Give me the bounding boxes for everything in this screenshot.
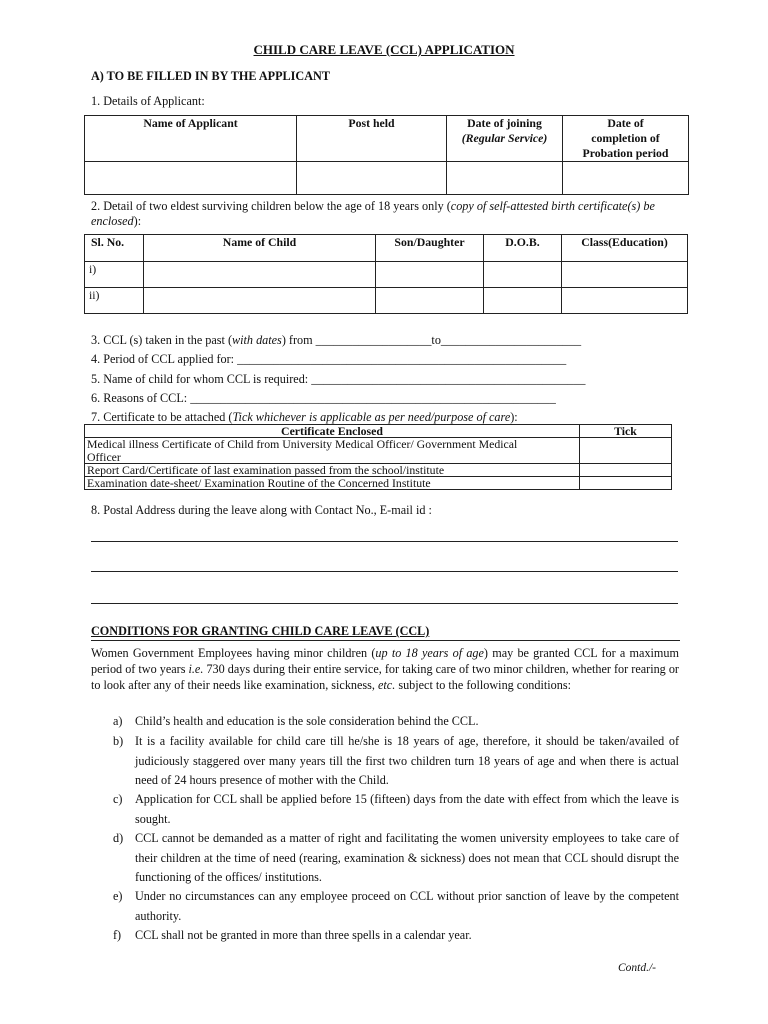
condition-item (113, 790, 679, 829)
header-dob: D.O.B. (484, 235, 562, 262)
header-probation-line2: completion of (591, 131, 660, 145)
condition-marker: c) (113, 792, 123, 806)
header-probation-completion (563, 116, 689, 162)
intro-text-2: ) may be granted CCL for a maximum period of two years (91, 646, 679, 676)
address-line-1[interactable] (91, 541, 678, 542)
condition-item (113, 887, 679, 926)
condition-text: It is a facility available for child care till he/she is 18 years of age, therefore, it should be taken/availed of judiciously staggered over many years till the first two children turn 18 years of age and when there is actual need of 24 hours presence of mother with the Child. (135, 734, 679, 787)
condition-marker: a) (113, 714, 123, 728)
child-2-dob-field[interactable] (484, 288, 562, 314)
cert-row-medical: Medical illness Certificate of Child from University Medical Officer/ Government Medical Officer (85, 438, 580, 464)
child-2-class-field[interactable] (562, 288, 688, 314)
header-date-of-joining (447, 116, 563, 162)
condition-marker: e) (113, 889, 123, 903)
question-6-label[interactable]: 6. Reasons of CCL: ____________________________________________________________ (91, 391, 556, 405)
question-7-italic: Tick whichever is applicable as per need/purpose of care (232, 410, 511, 424)
child-row-2-slno: ii) (85, 288, 144, 314)
child-2-name-field[interactable] (144, 288, 376, 314)
condition-text: Child’s health and education is the sole consideration behind the CCL. (135, 714, 479, 728)
question-3-label (91, 333, 581, 348)
intro-italic-3: etc. (378, 678, 396, 692)
cert-row-exam-datesheet: Examination date-sheet/ Examination Routine of the Concerned Institute (85, 477, 580, 490)
tick-medical[interactable] (580, 438, 672, 464)
intro-text-1: Women Government Employees having minor children ( (91, 646, 376, 660)
probation-date-field[interactable] (563, 162, 689, 195)
tick-exam-datesheet[interactable] (580, 477, 672, 490)
question-4-label[interactable]: 4. Period of CCL applied for: ______________________________________________________ (91, 352, 567, 366)
applicant-name-field[interactable] (85, 162, 297, 195)
question-7-end: ): (510, 410, 518, 424)
header-name-of-applicant: Name of Applicant (85, 116, 297, 162)
condition-text: CCL cannot be demanded as a matter of right and facilitating the women university employees to take care of their children at the time of need (rearing, examination & sickness) does not mean that CCL should disrupt the functioning of the offices/ institutions. (135, 831, 679, 884)
child-1-gender-field[interactable] (376, 262, 484, 288)
tick-report-card[interactable] (580, 464, 672, 477)
question-8-label: 8. Postal Address during the leave along with Contact No., E-mail id : (91, 503, 432, 517)
question-7-label (91, 410, 518, 425)
address-line-3[interactable] (91, 603, 678, 604)
child-row-1-slno: i) (85, 262, 144, 288)
question-2-text: 2. Detail of two eldest surviving children below the age of 18 years only ( (91, 199, 451, 213)
header-tick: Tick (580, 425, 672, 438)
condition-marker: f) (113, 928, 122, 942)
header-certificate-enclosed: Certificate Enclosed (85, 425, 580, 438)
intro-text-3: 730 days during their entire service, for taking care of two minor children, whether for rearing or to look after any of their needs like examination, sickness, (91, 662, 679, 692)
intro-text-4: subject to the following conditions: (395, 678, 571, 692)
question-3-text: 3. CCL (s) taken in the past ( (91, 333, 233, 347)
header-date-of-joining-line2: (Regular Service) (461, 131, 548, 145)
condition-text: Application for CCL shall be applied before 15 (fifteen) days from the date with effect from which the leave is sought. (135, 792, 679, 826)
condition-item (113, 712, 679, 732)
question-2-label (91, 199, 681, 229)
address-line-2[interactable] (91, 571, 678, 572)
condition-item (113, 829, 679, 888)
question-7-text: 7. Certificate to be attached ( (91, 410, 233, 424)
child-1-dob-field[interactable] (484, 262, 562, 288)
section-a-heading: A) TO BE FILLED IN BY THE APPLICANT (91, 69, 330, 83)
page-title: CHILD CARE LEAVE (CCL) APPLICATION (253, 42, 515, 57)
question-3-italic: with dates (232, 333, 282, 347)
applicant-details-table (84, 115, 689, 195)
header-post-held: Post held (297, 116, 447, 162)
question-2-italic: copy of self-attested birth certificate(s) be enclosed (91, 199, 655, 228)
condition-marker: d) (113, 831, 124, 845)
question-1-label: 1. Details of Applicant: (91, 94, 205, 108)
cert-row-report-card: Report Card/Certificate of last examination passed from the school/institute (85, 464, 580, 477)
date-of-joining-field[interactable] (447, 162, 563, 195)
question-2-end: ): (133, 214, 142, 228)
header-probation-line1: Date of (607, 116, 644, 130)
condition-text: Under no circumstances can any employee proceed on CCL without prior sanction of leave by the competent authority. (135, 889, 679, 923)
question-3-blanks[interactable]: ) from ___________________to_______________________ (281, 333, 582, 347)
certificate-table (84, 424, 672, 490)
continued-note: Contd./- (618, 962, 657, 974)
intro-italic-2: i.e. (188, 662, 204, 676)
question-5-label[interactable]: 5. Name of child for whom CCL is required: _____________________________________________ (91, 372, 586, 386)
conditions-divider (91, 640, 680, 641)
condition-marker: b) (113, 734, 124, 748)
header-son-daughter: Son/Daughter (376, 235, 484, 262)
condition-item (113, 732, 679, 791)
condition-item (113, 926, 679, 946)
header-name-of-child: Name of Child (144, 235, 376, 262)
condition-text: CCL shall not be granted in more than three spells in a calendar year. (135, 928, 472, 942)
intro-italic-1: up to 18 years of age (375, 646, 484, 660)
children-details-table (84, 234, 688, 314)
post-held-field[interactable] (297, 162, 447, 195)
child-1-class-field[interactable] (562, 262, 688, 288)
conditions-heading: CONDITIONS FOR GRANTING CHILD CARE LEAVE (CCL) (91, 624, 430, 638)
child-1-name-field[interactable] (144, 262, 376, 288)
conditions-intro (91, 645, 679, 693)
header-sl-no: Sl. No. (85, 235, 144, 262)
child-2-gender-field[interactable] (376, 288, 484, 314)
header-probation-line3: Probation period (582, 146, 669, 160)
header-class: Class(Education) (562, 235, 688, 262)
header-date-of-joining-line1: Date of joining (467, 116, 542, 130)
